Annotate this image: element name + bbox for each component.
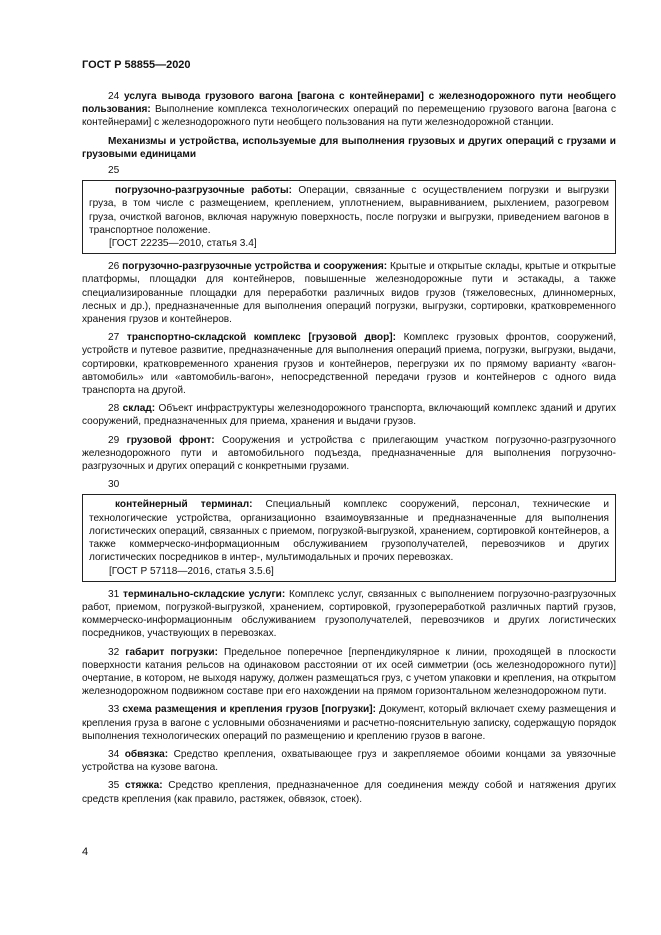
term-definition: Объект инфраструктуры железнодорожного транспорта, включающий комплекс зданий и других сооружений, предназначенных для приема, хранения и выдачи грузов. [82, 403, 616, 428]
term-title: погрузочно-разгрузочные работы: [115, 185, 292, 197]
term-definition: Операции, связанные с осуществлением погрузки и выгрузки груза, в том числе с размещением, креплением, уплотнением, выравниванием, рыхлением, разогревом груза, очисткой вагонов, включая наружную поверхность, после погрузки и выгрузки, приведением вагонов в транспортное положение. [89, 185, 609, 236]
term-definition: Документ, который включает схему размещения и крепления груза в вагоне с условными обозначениями и расчетно-пояснительную записку, содержащую порядок выполнения технологических операций по размещению и креплению грузов в вагоне. [82, 704, 616, 742]
term-title: габарит погрузки: [125, 646, 218, 658]
term-entry-29 [82, 434, 616, 474]
term-number: 28 [108, 403, 120, 415]
term-entry-26 [82, 260, 616, 326]
term-definition: Предельное поперечное [перпендикулярное к линии, проходящей в плоскости поверхности катания рельсов на одинаковом расстоянии от их осей симметрии (ось железнодорожного пути)] очертание, в котором, не выходя наружу, должен размещаться груз, с учетом упаковки и крепления, на открытом железнодорожном подвижном составе при его нахождении на прямом горизонтальном железнодорожном пути. [82, 646, 616, 698]
term-number: 27 [108, 332, 120, 344]
term-title: контейнерный терминал: [115, 499, 253, 511]
term-number: 26 [108, 261, 120, 273]
term-number: 35 [108, 780, 120, 792]
term-title: транспортно-складской комплекс [грузовой двор]: [126, 332, 396, 344]
term-definition: Специальный комплекс сооружений, персонал, технические и технологические устройства, организационно взаимоувязанные и предназначенные для выполнения логистических операций, связанных с приемом, погрузкой-выгрузкой, хранением, сортировкой контейнеров, а также коммерческо-информационным обслуживанием грузополучателей, перевозчиков и других логистических посредников в интер-, мультимодальных и прочих перевозках. [89, 499, 609, 564]
term-title: обвязка: [124, 748, 169, 760]
term-number: 31 [108, 588, 120, 600]
term-title: стяжка: [124, 780, 163, 792]
term-title: склад: [122, 403, 156, 415]
term-entry-33 [82, 703, 616, 743]
term-title: услуга вывода грузового вагона [вагона с контейнерами] с железнодорожного пути необщего пользования: [82, 91, 617, 116]
term-number: 32 [108, 646, 120, 658]
quoted-definition-box-30 [82, 494, 616, 581]
term-number-30: 30 [108, 479, 120, 491]
page-content [82, 90, 616, 811]
source-reference: [ГОСТ Р 57118—2016, статья 3.5.6] [109, 565, 274, 577]
term-definition: Выполнение комплекса технологических операций по перемещению грузового вагона [вагона с контейнерами] с железнодорожного пути необщего пользования на пути железнодорожной станции. [82, 104, 616, 129]
term-title: терминально-складские услуги: [123, 588, 286, 600]
term-number-25: 25 [108, 165, 120, 177]
term-definition: Сооружения и устройства с прилегающим участком погрузочно-разгрузочного железнодорожного пути и автомобильного подъезда, предназначенные для выполнения погрузочно-разгрузочных и других операций с конкретными грузами. [82, 434, 616, 473]
quoted-definition-box-25 [82, 180, 616, 254]
term-definition: Комплекс услуг, связанных с выполнением погрузочно-разгрузочных работ, приемом, погрузкой-выгрузкой, хранением, сортировкой, грузопереработкой различных партий грузов, коммерческо-информационным обслуживанием грузополучателей, перевозчиков и других логистических посредников, участвующих в перевозках. [82, 588, 616, 640]
term-number: 24 [108, 91, 120, 102]
term-entry-28 [82, 402, 616, 428]
term-entry-34 [82, 748, 616, 774]
term-title: погрузочно-разгрузочные устройства и сооружения: [122, 261, 388, 273]
term-number: 29 [108, 434, 120, 446]
term-entry-24 [82, 90, 616, 130]
source-reference: [ГОСТ 22235—2010, статья 3.4] [109, 238, 257, 250]
document-header: ГОСТ Р 58855—2020 [82, 59, 191, 71]
term-entry-30 [89, 498, 609, 564]
term-entry-35 [82, 779, 616, 805]
page-number: 4 [82, 846, 89, 858]
term-definition: Крытые и открытые склады, крытые и открытые платформы, площадки для контейнеров, повышенные железнодорожные пути и эстакады, а также специализированные площадки для переработки различных видов грузов (тяжеловесных, длинномерных, лесных и др.), предназначенные для выполнения операций погрузки, выгрузки, сортировки, кратковременного хранения грузов и контейнеров. [82, 261, 616, 326]
term-number: 34 [108, 748, 120, 760]
term-title: схема размещения и крепления грузов [погрузки]: [122, 704, 376, 716]
term-entry-27 [82, 331, 616, 397]
term-entry-32 [82, 646, 616, 699]
term-definition: Средство крепления, предназначенное для соединения между собой и натяжения других средств крепления (как правило, растяжек, обвязок, стоек). [82, 780, 616, 805]
section-heading: Механизмы и устройства, используемые для выполнения грузовых и других операций с грузами и грузовыми единицами [82, 135, 616, 160]
term-definition: Средство крепления, охватывающее груз и закрепляемое обоими концами за увязочные устройства на кузове вагона. [82, 748, 616, 774]
term-entry-25 [89, 184, 609, 237]
term-entry-31 [82, 588, 616, 641]
term-number: 33 [108, 704, 120, 716]
term-definition: Комплекс грузовых фронтов, сооружений, устройств и путевое развитие, предназначенные для выполнения операций приема, погрузки, выгрузки, выдачи, сортировки, кратковременного хранения грузов и контейнеров, перегрузки их по прямому варианту «вагон-автомобиль» или «автомобиль-вагон», непосредственной передачи грузов и контейнеров с одного вида транспорта на другой. [82, 332, 617, 397]
term-title: грузовой фронт: [126, 434, 215, 446]
